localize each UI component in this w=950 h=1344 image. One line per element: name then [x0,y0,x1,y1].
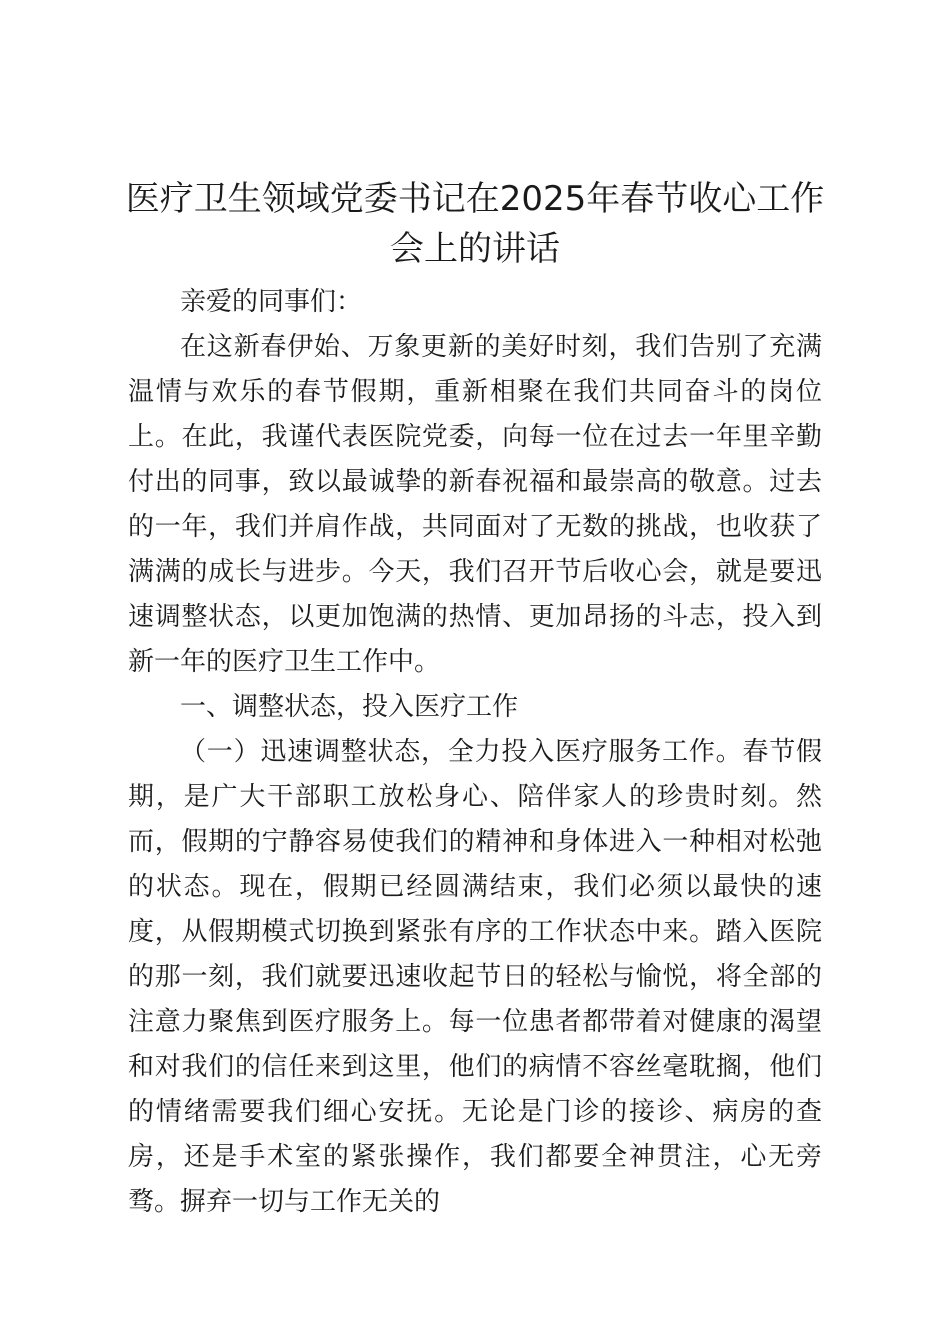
document-title: 医疗卫生领域党委书记在2025年春节收心工作会上的讲话 [125,179,825,269]
paragraph: 在这新春伊始、万象更新的美好时刻，我们告别了充满温情与欢乐的春节假期，重新相聚在我们共同奋斗的岗位上。在此，我谨代表医院党委，向每一位在过去一年里辛勤付出的同事，致以最诚挚的新春祝福和最崇高的敬意。过去的一年，我们并肩作战，共同面对了无数的挑战，也收获了满满的成长与进步。今天，我们召开节后收心会，就是要迅速调整状态，以更加饱满的热情、更加昂扬的斗志，投入到新一年的医疗卫生工作中。 [128,332,822,677]
paragraph: （一）迅速调整状态，全力投入医疗服务工作。春节假期，是广大干部职工放松身心、陪伴家人的珍贵时刻。然而，假期的宁静容易使我们的精神和身体进入一种相对松弛的状态。现在，假期已经圆满结束，我们必须以最快的速度，从假期模式切换到紧张有序的工作状态中来。踏入医院的那一刻，我们就要迅速收起节日的轻松与愉悦，将全部的注意力聚焦到医疗服务上。每一位患者都带着对健康的渴望和对我们的信任来到这里，他们的病情不容丝毫耽搁，他们的情绪需要我们细心安抚。无论是门诊的接诊、病房的查房，还是手术室的紧张操作，我们都要全神贯注，心无旁骛。摒弃一切与工作无关的 [128,737,822,1217]
greeting: 亲爱的同事们： [180,287,363,317]
document-body [128,280,822,1225]
section-heading: 一、调整状态，投入医疗工作 [180,692,519,722]
